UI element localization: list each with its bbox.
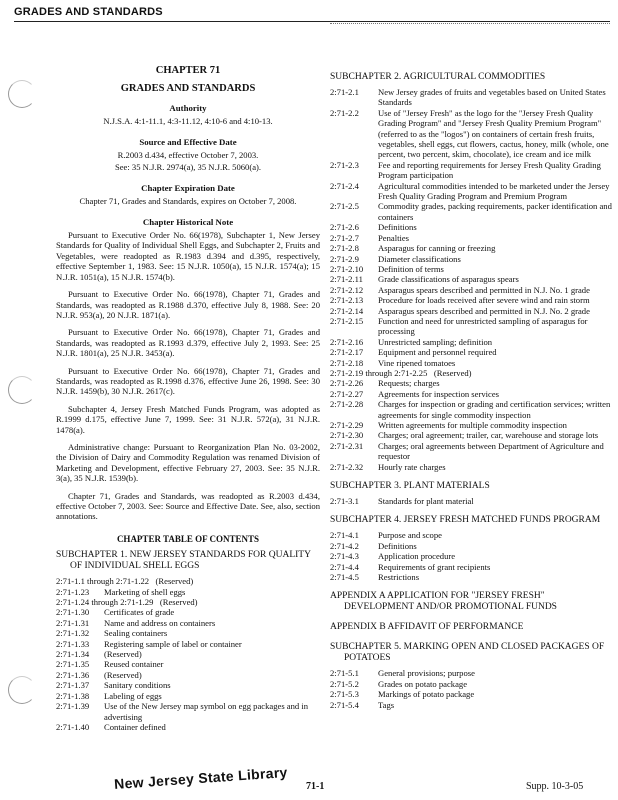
toc-section-title: Function and need for unrestricted sampling of asparagus for processing [378, 315, 588, 337]
toc-section-number: 2:71-5.2 [330, 678, 359, 689]
toc-item [330, 243, 612, 253]
toc-section-title: Purpose and scope [378, 530, 442, 541]
toc-heading: CHAPTER TABLE OF CONTENTS [116, 533, 260, 544]
appendix-b: APPENDIX B AFFIDAVIT OF PERFORMANCE [330, 622, 524, 633]
toc-section-number: 2:71-2.11 [330, 274, 363, 285]
toc-section-number: 2:71-1.30 [56, 607, 90, 618]
toc-item [56, 618, 320, 628]
toc-item [330, 233, 612, 243]
toc-section-title: Commodity grades, packing requirements, packer identification and containers [378, 201, 612, 222]
toc-item [330, 399, 612, 420]
toc-section-number: 2:71-1.40 [56, 721, 90, 732]
toc-item [56, 639, 320, 649]
toc-section-title: (Reserved) [104, 669, 142, 680]
toc-item [330, 181, 612, 202]
toc-item [330, 496, 612, 506]
source-line: R.2003 d.434, effective October 7, 2003. [117, 150, 259, 161]
history-paragraph: Chapter 71, Grades and Standards, was readopted as R.2003 d.434, effective October 7, 2003. See: Source and Effective Date. See, also, section annotations. [56, 490, 320, 522]
toc-section-title: Charges; oral agreement; trailer, car, warehouse and storage lots [378, 430, 599, 441]
subchapter-title: SUBCHAPTER 5. MARKING OPEN AND CLOSED PACKAGES OF POTATOES [330, 642, 605, 664]
history-paragraph: Subchapter 4, Jersey Fresh Matched Funds Program, was adopted as R.1999 d.175, effective June 7, 1999. See: 31 N.J.R. 572(a), 31 N.J.R. 1478(a). [56, 403, 320, 435]
toc-section-title: Procedure for loads received after severe wind and rain storm [378, 295, 590, 306]
chapter-title: GRADES AND STANDARDS [120, 83, 256, 95]
toc-section-title: Penalties [378, 232, 410, 243]
left-column [56, 66, 320, 732]
toc-section-number: 2:71-2.28 [330, 399, 364, 410]
toc-section-title: Sanitary conditions [104, 680, 171, 691]
toc-item [330, 160, 612, 181]
toc-item [330, 541, 612, 551]
toc-item [330, 337, 612, 347]
header-rule [14, 21, 610, 22]
toc-section-title: Markings of potato package [378, 689, 475, 700]
toc-list [330, 496, 612, 506]
toc-section-title: Definitions [378, 222, 417, 233]
toc-item [330, 689, 612, 699]
toc-section-title: New Jersey grades of fruits and vegetables based on United States Standards [378, 87, 606, 108]
toc-section-number: 2:71-2.29 [330, 420, 364, 430]
expiration-text: Chapter 71, Grades and Standards, expires on October 7, 2008. [79, 196, 297, 207]
toc-item [330, 679, 612, 689]
subchapter-title: SUBCHAPTER 4. JERSEY FRESH MATCHED FUNDS PROGRAM [330, 515, 601, 526]
toc-list [330, 87, 612, 472]
toc-item [56, 607, 320, 617]
toc-section-number: 2:71-2.30 [330, 430, 364, 441]
toc-item [330, 274, 612, 284]
history-heading: Chapter Historical Note [142, 216, 234, 227]
subchapter-title: SUBCHAPTER 1. NEW JERSEY STANDARDS FOR QUALITY OF INDIVIDUAL SHELL EGGS [56, 550, 311, 572]
toc-section-number: 2:71-2.4 [330, 180, 359, 191]
toc-item [330, 108, 612, 160]
toc-section-title: Tags [378, 699, 395, 710]
toc-item [56, 628, 320, 638]
toc-section-number: 2:71-4.4 [330, 561, 359, 572]
toc-section-title: Definitions [378, 540, 417, 551]
toc-item [330, 668, 612, 678]
toc-section-number: 2:71-2.2 [330, 107, 359, 118]
toc-section-title: Agricultural commodities intended to be marketed under the Jersey Fresh Quality Grading Program and Premium Program [378, 180, 610, 202]
toc-section-title: (Reserved) [433, 367, 472, 378]
toc-section-title: Vine ripened tomatoes [378, 357, 456, 368]
toc-item [330, 347, 612, 357]
toc-section-title: Fee and reporting requirements for Jersey Fresh Quality Grading Program participation [378, 159, 601, 181]
toc-section-number: 2:71-1.24 through 2:71-1.29 [56, 597, 154, 608]
toc-section-title: Agreements for inspection services [378, 388, 499, 399]
toc-item [330, 306, 612, 316]
toc-section-number: 2:71-1.36 [56, 669, 90, 680]
toc-section-number: 2:71-1.39 [56, 701, 90, 712]
toc-section-number: 2:71-5.3 [330, 689, 359, 700]
toc-section-number: 2:71-2.14 [330, 305, 364, 316]
toc-section-number: 2:71-1.32 [56, 628, 90, 639]
toc-item [330, 222, 612, 232]
toc-section-title: Grades on potato package [378, 678, 468, 689]
toc-item [330, 358, 612, 368]
toc-section-number: 2:71-4.2 [330, 540, 359, 551]
appendix-a: APPENDIX A APPLICATION FOR "JERSEY FRESH" DEVELOPMENT AND/OR PROMOTIONAL FUNDS [330, 591, 557, 613]
toc-item [330, 562, 612, 572]
toc-section-number: 2:71-1.1 through 2:71-1.22 [56, 576, 150, 587]
toc-section-title: Asparagus for canning or freezing [378, 243, 496, 254]
toc-section-number: 2:71-5.1 [330, 668, 359, 679]
toc-section-number: 2:71-1.38 [56, 690, 90, 701]
toc-section-title: Unrestricted sampling; definition [378, 336, 493, 347]
toc-section-title: Standards for plant material [378, 496, 474, 507]
authority-text: N.J.S.A. 4:1-11.1, 4:3-11.12, 4:10-6 and 4:10-13. [103, 116, 273, 127]
toc-section-number: 2:71-4.5 [330, 572, 359, 583]
toc-item [330, 441, 612, 462]
toc-item [56, 576, 320, 586]
punch-hole-icon [8, 376, 36, 404]
toc-section-title: Labeling of eggs [104, 690, 162, 701]
source-heading: Source and Effective Date [139, 136, 237, 147]
toc-item [330, 462, 612, 472]
toc-section-title: Certificates of grade [104, 607, 175, 618]
toc-section-number: 2:71-2.32 [330, 461, 364, 472]
toc-section-title: Written agreements for multiple commodity inspection [378, 420, 567, 430]
toc-section-title: Reused container [104, 659, 164, 670]
toc-section-number: 2:71-1.31 [56, 617, 90, 628]
chapter-number: CHAPTER 71 [155, 65, 221, 76]
toc-item [330, 254, 612, 264]
toc-section-title: Use of the New Jersey map symbol on egg packages and in advertising [104, 701, 309, 722]
toc-item [56, 670, 320, 680]
toc-section-title: Restrictions [378, 572, 420, 583]
toc-section-title: Sealing containers [104, 628, 168, 639]
toc-item [330, 201, 612, 222]
toc-item [330, 700, 612, 710]
history-paragraph: Administrative change: Pursuant to Reorganization Plan No. 03-2002, the Division of Dairy and Commodity Regulation was renamed Division of Marketing and Development, effective February 27, 2003. See: 35 N.J.R. 3(a), 35 N.J.R. 1539(b). [56, 441, 320, 484]
source-line: See: 35 N.J.R. 2974(a), 35 N.J.R. 5060(a). [114, 162, 262, 173]
toc-section-number: 2:71-2.9 [330, 253, 359, 264]
toc-section-title: Asparagus spears described and permitted in N.J. No. 1 grade [378, 284, 590, 295]
toc-section-number: 2:71-2.31 [330, 440, 364, 451]
toc-section-title: Marketing of shell eggs [104, 586, 186, 597]
toc-item [330, 389, 612, 399]
toc-item [330, 87, 612, 108]
subchapter-title: SUBCHAPTER 3. PLANT MATERIALS [330, 481, 490, 492]
toc-item [330, 264, 612, 274]
toc-section-number: 2:71-2.16 [330, 336, 364, 347]
toc-section-number: 2:71-4.1 [330, 530, 359, 541]
page-number: 71-1 [306, 781, 325, 792]
toc-item [330, 378, 612, 388]
punch-hole-icon [8, 676, 36, 704]
toc-item [330, 316, 612, 337]
toc-section-number: 2:71-2.26 [330, 378, 364, 389]
toc-section-title: Charges; oral agreements between Department of Agriculture and requestor [378, 440, 604, 462]
subchapter-title: SUBCHAPTER 2. AGRICULTURAL COMMODITIES [330, 72, 546, 82]
toc-item [330, 368, 612, 378]
toc-section-number: 2:71-2.15 [330, 315, 364, 326]
running-head: GRADES AND STANDARDS [14, 6, 163, 18]
toc-section-title: Container defined [104, 721, 166, 732]
toc-section-title: Diameter classifications [378, 253, 461, 264]
toc-section-number: 2:71-1.35 [56, 659, 90, 670]
toc-section-title: Asparagus spears described and permitted in N.J. No. 2 grade [378, 305, 590, 316]
punch-hole-icon [8, 80, 36, 108]
toc-section-number: 2:71-2.5 [330, 201, 359, 212]
toc-item [56, 691, 320, 701]
toc-section-number: 2:71-2.18 [330, 357, 364, 368]
toc-section-title: (Reserved) [155, 576, 194, 587]
header-dotted-rule [330, 23, 610, 24]
toc-section-number: 2:71-2.13 [330, 295, 364, 306]
history-paragraph: Pursuant to Executive Order No. 66(1978), Subchapter 1, New Jersey Standards for Quality of Individual Shell Eggs, and Subchapter 2, Fruits and Vegetables, were readopted as R.1983 d.394 and d.395, respectively, effective September 1, 1983. See: 15 N.J.R. 1050(a), 15 N.J.R. 1574(a); 15 N.J.R. 1051(a), 15 N.J.R. 1574(b). [56, 230, 320, 282]
toc-section-number: 2:71-2.1 [330, 87, 359, 97]
toc-section-number: 2:71-2.12 [330, 284, 364, 295]
toc-section-number: 2:71-5.4 [330, 699, 359, 710]
history-paragraph: Pursuant to Executive Order No. 66(1978), Chapter 71, Grades and Standards, was readopted as R.1998 d.376, effective June 26, 1998. See: 30 N.J.R. 1459(b), 30 N.J.R. 2617(c). [56, 365, 320, 397]
toc-section-number: 2:71-2.27 [330, 388, 364, 399]
toc-item [330, 295, 612, 305]
toc-section-title: Registering sample of label or container [104, 638, 242, 649]
toc-section-title: Definition of terms [378, 263, 444, 274]
toc-section-number: 2:71-4.3 [330, 551, 359, 562]
toc-section-number: 2:71-1.37 [56, 680, 90, 691]
history-paragraph: Pursuant to Executive Order No. 66(1978), Chapter 71, Grades and Standards, was readopted as R.1993 d.379, effective July 2, 1993. See: 25 N.J.R. 1801(a), 25 N.J.R. 3453(a). [56, 327, 320, 359]
history-paragraph: Pursuant to Executive Order No. 66(1978), Chapter 71, Grades and Standards, was readopted as R.1988 d.370, effective July 8, 1988. See: 20 N.J.R. 953(a), 20 N.J.R. 1871(a). [56, 289, 320, 320]
toc-section-title: General provisions; purpose [378, 668, 475, 679]
toc-item [56, 649, 320, 659]
toc-item [330, 285, 612, 295]
toc-item [330, 551, 612, 561]
toc-section-number: 2:71-2.3 [330, 159, 359, 170]
toc-item [56, 587, 320, 597]
toc-section-number: 2:71-2.7 [330, 232, 359, 243]
toc-section-title: Charges for inspection or grading and certification services; written agreements for single commodity inspection [378, 399, 611, 420]
toc-item [56, 659, 320, 669]
authority-heading: Authority [169, 102, 207, 113]
toc-section-title: Grade classifications of asparagus spears [378, 274, 519, 285]
toc-section-number: 2:71-3.1 [330, 496, 359, 507]
toc-section-number: 2:71-1.23 [56, 586, 90, 597]
toc-section-number: 2:71-2.8 [330, 243, 359, 254]
toc-list [56, 576, 320, 732]
toc-section-number: 2:71-2.17 [330, 347, 364, 358]
toc-item [330, 430, 612, 440]
library-stamp: New Jersey State Library [113, 763, 289, 793]
toc-section-title: (Reserved) [159, 597, 198, 608]
toc-section-number: 2:71-2.6 [330, 222, 359, 233]
right-column [330, 72, 612, 710]
toc-item [56, 597, 320, 607]
history-notes [56, 230, 320, 522]
toc-item [56, 701, 320, 722]
supplement-date: Supp. 10-3-05 [526, 781, 584, 792]
toc-section-title: Use of "Jersey Fresh" as the logo for the "Jersey Fresh Quality Grading Program" and "Jersey Fresh Quality Premium Program" (referred to as the "logos") on containers of certain fresh fruits, vegetables, shell eggs, cut flowers, cactus, honey, milk (whole, one percent, two percent, skim, chocolate), ice cream and ice milk [378, 107, 609, 160]
toc-list [330, 668, 612, 710]
toc-item [330, 530, 612, 540]
toc-section-title: Application procedure [378, 551, 456, 562]
toc-section-title: Requirements of grant recipients [378, 561, 491, 572]
toc-section-title: Requests; charges [378, 378, 440, 389]
toc-section-title: Name and address on containers [104, 617, 216, 628]
toc-section-title: Equipment and personnel required [378, 347, 497, 358]
toc-section-number: 2:71-1.34 [56, 649, 90, 660]
toc-section-title: (Reserved) [104, 649, 142, 660]
toc-item [56, 680, 320, 690]
toc-section-title: Hourly rate charges [378, 461, 446, 472]
toc-item [330, 572, 612, 582]
toc-item [330, 420, 612, 430]
expiration-heading: Chapter Expiration Date [141, 182, 235, 193]
toc-item [56, 722, 320, 732]
toc-section-number: 2:71-2.19 through 2:71-2.25 [330, 367, 428, 378]
toc-section-number: 2:71-2.10 [330, 263, 364, 274]
toc-list [330, 530, 612, 582]
toc-section-number: 2:71-1.33 [56, 638, 90, 649]
